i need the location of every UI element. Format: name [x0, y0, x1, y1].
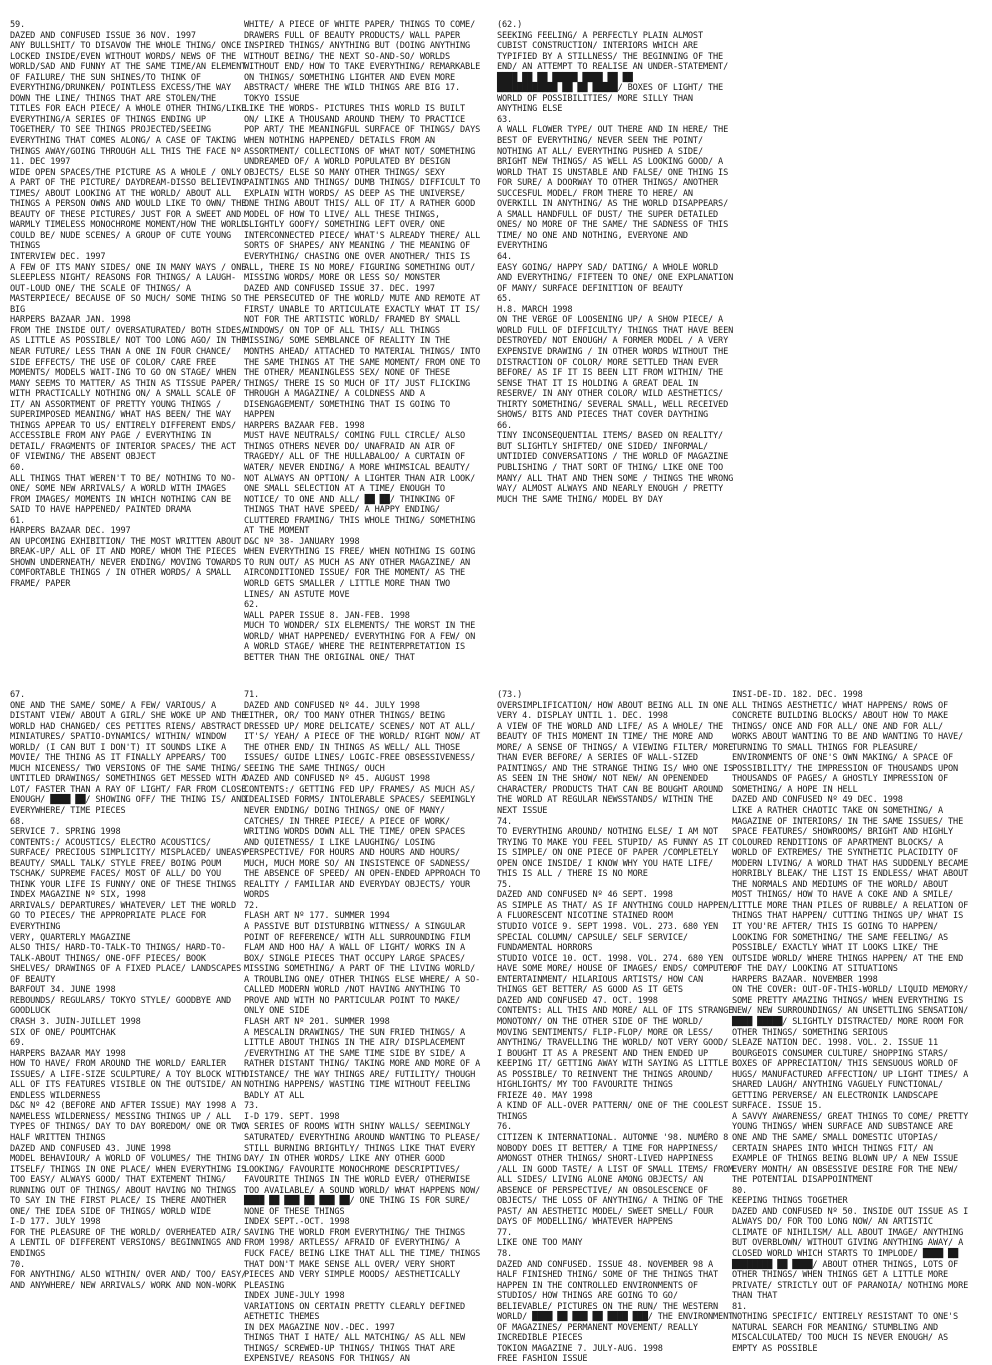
column-bottom-2: [244, 690, 482, 1365]
column-text: (73.) OVERSIMPLIFICATION/ HOW ABOUT BEING ALL IN ONE VERY 4. DISPLAY UNTIL 1. DEC. 1998 A VIEW OF THE WORLD AND LIFE/ AS A WHOLE/ THE BEAUTY OF THIS MOMENT IN TIME/ THE MORE AND MORE/ A SENSE OF THINGS/ A VIEWING FILTER/ MORE THAN EVER BEFORE/ A SERIES OF WALL-SIZED PAINTINGS/ AND THE STRANGE THING IS/ WHO ONE IS AS SEEN IN THE SHOW/ NOT NEW/ AN OPENENDED CHARACTER/ PRODUCTS THAT CAN BE BOUGHT AROUND THE WORLD AT REGULAR NEWSSTANDS/ WITHIN THE NEXT ISSUE 74. TO EVERYTHING AROUND/ NOTHING ELSE/ I AM NOT TRYING TO MAKE YOU FEEL STUPID/ AS FUNNY AS IT IS SIMPLE/ ON ONE PIECE OF PAPER /COMPLETELY OPEN ONCE INSIDE/ I KNOW WHY YOU HATE LIFE/ THIS IS ALL / THERE IS NO MORE 75. DAZED AND CONFUSED Nº 46 SEPT. 1998 AS SIMPLE AS THAT/ AS IF ANYTHING COULD HAPPEN/ A FLUORESCENT NICOTINE STAINED ROOM STUDIO VOICE 9. SEPT 1998. VOL. 273. 680 YEN SPECIAL COLUMN/ CAPSULE/ SELF SERVICE/ FUNDAMENTAL HORRORS STUDIO VOICE 10. OCT. 1998. VOL. 274. 680 YEN HAVE SOME MORE/ HOUSE OF IMAGES/ ENDS/ COMPUTER ENTERTAINMENT/ HILARIOUS ARTISTS/ HOW CAN THINGS GET BETTER/ AS GOOD AS IT GETS DAZED AND CONFUSED 47. OCT. 1998 CONTENTS: ALL THIS AND MORE/ ALL OF ITS STRANGE MONOTONY/ ON THE OTHER SIDE OF THE WORLD/ MOVING SENTIMENTS/ FLIP-FLOP/ MORE OR LESS/ ANYTHING/ TRAVELLING THE WORLD/ NOT VERY GOOD/ I BOUGHT IT AS A PRESENT AND THEN ENDED UP KEEPING IT/ GETTING AWAY WITH SAYING AS LITTLE AS POSSIBLE/ TO REINVENT THE THINGS AROUND/ HIGHLIGHTS/ MY TOO FAVOURITE THINGS FRIEZE 40. MAY 1998 A KIND OF ALL-OVER PATTERN/ ONE OF THE COOLEST THINGS 76. CITIZEN K INTERNATIONAL. AUTOMNE '98. NUMÉRO 8 NOBODY DOES IT BETTER/ A TIME FOR HAPPINESS/ AMONGST OTHER THINGS/ SHORT-LIVED HAPPINESS /ALL IN GOOD TASTE/ A LIST OF SMALL ITEMS/ FROM ALL SIDES/ LIVING ALONE AMONG OBJECTS/ AN ABSENCE OF PERSPECTIVE/ AN OBSOLESCENCE OF OBJECTS/ THE LOSS OF ANYTHING/ A THING OF THE PAST/ AN AESTHETIC MODEL/ SWEET SMELL/ FOUR DAYS OF MODELLING/ WHATEVER HAPPENS 77. LIKE ONE TOO MANY 78. DAZED AND CONFUSED. ISSUE 48. NOVEMBER 98 A HALF FINISHED THING/ SOME OF THE THINGS THAT HAPPEN IN THE CONTROLLED ENVIRONMENTS OF STUDIOS/ HOW THINGS ARE GOING TO GO/ BELIEVABLE/ PICTURES ON THE RUN/ THE WESTERN WORLD/ ████ ██ ███ ██ ████ ███/ THE ENVIRONMENT OF MAGAZINES/ PERMANENT MOVEMENT/ REALLY INCREDIBLE PIECES TOKION MAGAZINE 7. JULY-AUG. 1998 FREE FASHION ISSUE: [497, 690, 734, 1365]
column-top-middle: [244, 20, 482, 665]
column-text: (62.) SEEKING FEELING/ A PERFECTLY PLAIN ALMOST CUBIST CONSTRUCTION/ INTERIORS WHICH ARE TYPIFIED BY A STILLNESS/ THE BEGINNING OF THE END/ AN ATTEMPT TO REALISE AN UNDER-STATEMENT/ ████ ██ ██ █████ ████ ██ ██ ████████████ ██ ██ █████/ BOXES OF LIGHT/ THE WORLD OF POSSIBILITIES/ MORE SILLY THAN ANYTHING ELSE 63. A WALL FLOWER TYPE/ OUT THERE AND IN HERE/ THE BEST OF EVERYTHING/ NEVER SEEN THE POINT/ NOTHING AT ALL/ EVERYTHING PUSHED A SIDE/ BRIGHT NEW THINGS/ AS WELL AS LOOKING GOOD/ A WORLD THAT IS UNSTABLE AND FALSE/ ONE THING IS FOR SURE/ A DOORWAY TO OTHER THINGS/ ANOTHER SUCCESFUL MODEL/ FROM THERE TO HERE/ AN OVERKILL IN ANYTHING/ AS THE WORLD DISAPPEARS/ A SMALL HANDFULL OF DUST/ THE SUPER DETAILED ONES/ NO MORE OF THE SAME/ THE SADNESS OF THIS TIME/ NO ONE AND NOTHING, EVERYONE AND EVERYTHING 64. EASY GOING/ HAPPY SAD/ DATING/ A WHOLE WORLD AND EVERYTHING/ FIFTEEN TO ONE/ ONE EXPLANATION OF MANY/ SURFACE DEFINITION OF BEAUTY 65. H.8. MARCH 1998 ON THE VERGE OF LOOSENING UP/ A SHOW PIECE/ A WORLD FULL OF DIFFICULTY/ THINGS THAT HAVE BEEN DESTROYED/ NOT ENOUGH/ A FORMER MODEL / A VERY EXPENSIVE DRAWING / IN OTHER WORDS WITHOUT THE DISTRACTION OF COLOR/ MORE SETTLED THAN EVER BEFORE/ AS IF IT IS BEEN LIT FROM WITHIN/ THE SENSE THAT IT IS HOLDING A GREAT DEAL IN RESERVE/ IN ANY OTHER COLOR/ WILD AESTHETICS/ THIRTY SOMETHING/ SEVERAL SMALL, WELL RECEIVED SHOWS/ BITS AND PIECES THAT COVER DAYTHING 66. TINY INCONSEQUENTIAL ITEMS/ BASED ON REALITY/ BUT SLIGHTLY SHIFTED/ ONE SIDED/ INFORMAL/ UNTIDIED CONVERSATIONS / THE WORLD OF MAGAZINE PUBLISHING / THAT SORT OF THING/ LIKE ONE TOO MANY/ ALL THAT AND THEN SOME / THINGS THE WRONG WAY/ ALMOST ALWAYS AND NEARLY ENOUGH / PRETTY MUCH THE SAME THING/ MODEL BY DAY: [497, 20, 734, 505]
column-bottom-3: [497, 690, 735, 1365]
column-text: 67. ONE AND THE SAME/ SOME/ A FEW/ VARIOUS/ A DISTANT VIEW/ ABOUT A GIRL/ SHE WOKE UP AND THE WORLD HAD CHANGED/ CES PETITES RIENS/ ABSTRACT MINIATURES/ SPATIO-DYNAMICS/ WITHIN/ WINDOW WORLD/ (I CAN BUT I DON'T) IT SOUNDS LIKE A MOVIE/ THE THING AS IT FINALLY APPEARS/ TOO MUCH NICENESS/ TWO VERSIONS OF THE SAME THING/ UNTITLED DRAWINGS/ SOMETHINGS GET MESSED WITH A LOT/ FASTER THAN A RAY OF LIGHT/ FAR FROM CLOSE ENOUGH/ ████ ██/ SHOWING OFF/ THE THING IS/ AND EVERYWHERE/ TIME PIECES 68. SERVICE 7. SPRING 1998 CONTENTS:/ ACOUSTICS/ ELECTRO ACOUSTICS/ SURFACE/ PRECIOUS SIMPLICITY/ MISPLACED/ UNEASY BEAUTY/ SMALL TALK/ STYLE FREE/ BOING POUM TSCHAK/ SUPREME FACES/ MOST OF ALL/ DO YOU THINK YOUR LIFE IS FUNNY/ ONE OF THESE THINGS INDEX MAGAZINE Nº SIX, 1998 ARRIVALS/ DEPARTURES/ WHATEVER/ LET THE WORLD GO TO PIECES/ THE APPROPRIATE PLACE FOR EVERYTHING VERY, QUARTERLY MAGAZINE ALSO THIS/ HARD-TO-TALK-TO THINGS/ HARD-TO-TALK-ABOUT THINGS/ ONE-OFF PIECES/ BOOK SHELVES/ DRAWINGS OF A FIXED PLACE/ LANDSCAPES OF BEAUTY BARFOUT 34. JUNE 1998 REBOUNDS/ REGULARS/ TOKYO STYLE/ GOODBYE AND GOODLUCK CRASH 3. JUIN-JUILLET 1998 SIX OF ONE/ POUMTCHAK 69. HARPERS BAZAAR MAY 1998 HOW TO HAVE/ FROM AROUND THE WORLD/ EARLIER ISSUES/ A LIFE-SIZE SCULPTURE/ A TOY BLOCK WITH ALL OF ITS FEATURES VISIBLE ON THE OUTSIDE/ AN ENDLESS WILDERNESS D&C Nº 42 (BEFORE AND AFTER ISSUE) MAY 1998 A NAMELESS WILDERNESS/ MESSING THINGS UP / ALL TYPES OF THINGS/ DAY TO DAY BOREDOM/ ONE OR TWO HALF WRITTEN THINGS DAZED AND CONFUSED 43. JUNE 1998 MODEL BEHAVIOUR/ A WORLD OF VOLUMES/ THE THING ITSELF/ THINGS IN ONE PLACE/ WHEN EVERYTHING IS TOO EASY/ ALWAYS GOOD/ THAT EXTEMENT THING/ RUNNING OUT OF THINGS/ ABOUT HAVING NO THINGS TO SAY IN THE FIRST PLACE/ IS THERE ANOTHER ONE/ THE IDEA SIDE OF THINGS/ WORLD WIDE I-D 177. JULY 1998 FOR THE PLEASURE OF THE WORLD/ OVERHEATED AIR/ A LENTIL OF DIFFERENT VERSIONS/ BEGINNINGS AND ENDINGS 70. FOR ANYTHING/ ALSO WITHIN/ OVER AND/ TOO/ EASY/ AND ANYWHERE/ NEW ARRIVALS/ WORK AND NON-WORK: [10, 690, 247, 1291]
page-top: [0, 0, 992, 665]
page-bottom: [0, 665, 992, 1365]
column-text: WHITE/ A PIECE OF WHITE PAPER/ THINGS TO COME/ DRAWERS FULL OF BEAUTY PRODUCTS/ WALL PAPER INSPIRED THINGS/ ANYTHING BUT (DOING ANYTHING WITHOUT BEING/ THE NEXT SO-AND-SO/ WORLDS WITHOUT END/ HOW TO TAKE EVERYTHING/ REMARKABLE ON THINGS/ SOMETHING LIGHTER AND EVEN MORE ABSTRACT/ WHERE THE WILD THINGS ARE BIG 17. TOKYO ISSUE LIKE THE WORDS- PICTURES THIS WORLD IS BUILT ON/ LIKE A THOUSAND AROUND THEM/ TO PRACTICE POP ART/ THE MEANINGFUL SURFACE OF THINGS/ DAYS WHEN NOTHING HAPPENED/ DETAILS FROM AN ASSORTMENT/ COLLECTIONS OF WHAT NOT/ SOMETHING UNDREAMED OF/ A WORLD POPULATED BY DESIGN OBJECTS/ ELSE SO MANY OTHER THINGS/ SEXY PAINTINGS AND THINGS/ DUMB THINGS/ DIFFICULT TO EXPLAIN WITH WORDS/ AS DEEP AS THE UNIVERSE/ ONE THING ABOUT THIS/ ALL OF IT/ A RATHER GOOD MODEL OF HOW TO LIVE/ ALL THESE THINGS, SLIGHTLY GOOFY/ SOMETHING LEFT OVER/ ONE INTERCONNECTED PIECE/ WHAT'S ALREADY THERE/ ALL SORTS OF SHAPES/ ANY MEANING / THE MEANING OF EVERYTHING/ CHASING ONE OVER ANOTHER/ THIS IS ALL, THERE IS NO MORE/ FIGURING SOMETHING OUT/ MISSING WORDS/ MORE OR LESS SO/ MONSTER DAZED AND CONFUSED ISSUE 37. DEC. 1997 THE PERSECUTED OF THE WORLD/ MUTE AND REMOTE AT FIRST/ UNABLE TO ARTICULATE EXACTLY WHAT IT IS/ NOT FOR THE ARTISTIC WORLD/ FRAMED BY SMALL WINDOWS/ ON TOP OF ALL THIS/ ALL THINGS MISSING/ SOME SEMBLANCE OF REALITY IN THE MONTHS AHEAD/ ATTACHED TO MATERIAL THINGS/ INTO THE SAME THINGS AT THE SAME MOMENT/ FROM ONE TO THE OTHER/ MEANINGLESS SEX/ NONE OF THESE THINGS/ THERE IS SO MUCH OF IT/ JUST FLICKING THROUGH A MAGAZINE/ A COLDNESS AND A DISENGAGEMENT/ SOMETHING THAT IS GOING TO HAPPEN HARPERS BAZAAR FEB. 1998 MUST HAVE NEUTRALS/ COMING FULL CIRCLE/ ALSO THINGS OTHERS NEVER DO/ UNAFRAID AN AIR OF TRAGEDY/ ALL OF THE HULLABALOO/ A CURTAIN OF WATER/ NEVER ENDING/ A MORE WHIMSICAL BEAUTY/ NOT ALWAYS AN OPTION/ A LIGHTER THAN AIR LOOK/ ONE SMALL SELECTION AT A TIME/ ENOUGH TO NOTICE/ TO ONE AND ALL/ ██ ██/ THINKING OF THINGS THAT HAVE SPEED/ A HAPPY ENDING/ CLUTTERED FRAMING/ THIS WHOLE THING/ SOMETHING AT THE MOMENT D&C Nº 38- JANUARY 1998 WHEN EVERYTHING IS FREE/ WHEN NOTHING IS GOING TO RUN OUT/ AS MUCH AS ANY OTHER MAGAZINE/ AN AIRCONDITIONED ISSUE/ FOR THE MOMENT/ AS THE WORLD GETS SMALLER / LITTLE MORE THAN TWO LINES/ AN ASTUTE MOVE 62. WALL PAPER ISSUE 8. JAN-FEB. 1998 MUCH TO WONDER/ SIX ELEMENTS/ THE WORST IN THE WORLD/ WHAT HAPPENED/ EVERYTHING FOR A FEW/ ON A WORLD STAGE/ WHERE THE REINTERPRETATION IS BETTER THAN THE ORIGINAL ONE/ THAT: [244, 20, 481, 663]
column-top-right: [497, 20, 735, 665]
column-text: 59. DAZED AND CONFUSED ISSUE 36 NOV. 1997 ANY BULLSHIT/ TO DISAVOW THE WHOLE THING/ ONCE LOCKED INSIDE/EVEN WITHOUT WORDS/ NEWS OF THE WORLD/SAD AND FUNNY AT THE SAME TIME/AN ELEMENT OF FAILURE/ THE SUN SHINES/TO THINK OF EVERYTHING/DRUNKEN/ POINTLESS EXCESS/THE WAY DOWN THE LINE/ THINGS THAT ARE STOLEN/THE TITLES FOR EACH PIECE/ A WHOLE OTHER THING/LIKE EVERYTHING/A SERIES OF THINGS ENDING UP TOGETHER/ TO SEE THINGS PROJECTED/SEEING EVERYTHING THAT COMES ALONG/ A CASE OF TAKING THINGS AWAY/GOING THROUGH ALL THIS THE FACE Nº 11. DEC 1997 WIDE OPEN SPACES/THE PICTURE AS A WHOLE / ONLY A PART OF THE PICTURE/ DAYDREAM-DISSO BELIEVING TIMES/ ABOUT LOOKING AT THE WORLD/ ABOUT ALL THINGS A PERSON OWNS AND WOULD LIKE TO OWN/ THE BEAUTY OF THESE PICTURES/ JUST FOR A SWEET AND WARMLY TIMELESS MONOCHROME MOMENT/HOW THE WORLD COULD BE/ NUDE SCENES/ A GROUP OF CUTE YOUNG THINGS INTERVIEW DEC. 1997 A FEW OF ITS MANY SIDES/ ONE IN MANY WAYS / ONE SLEEPLESS NIGHT/ REASONS FOR THINGS/ A LAUGH-OUT-LOUD ONE/ THE SCALE OF THINGS/ A MASTERPIECE/ BECAUSE OF SO MUCH/ SOME THING SO BIG HARPERS BAZAAR JAN. 1998 FROM THE INSIDE OUT/ OVERSATURATED/ BOTH SIDES/ AS LITTLE AS POSSIBLE/ NOT TOO LONG AGO/ IN THE NEAR FUTURE/ LESS THAN A ONE IN FOUR CHANCE/ SIDE EFFECTS/ THE USE OF COLOR/ CARE FREE MOMENTS/ MODELS WAIT-ING TO GO ON STAGE/ WHEN MANY SEEMS TO MATTER/ AS THIN AS TISSUE PAPER/ WITH PRACTICALLY NOTHING ON/ A SMALL SCALE OF IT/ AN ASSORTMENT OF PRETTY YOUNG THINGS / SUPERIMPOSED MEANING/ WHAT HAS BEEN/ THE WAY THINGS APPEAR TO US/ ENTIRELY DIFFERENT ENDS/ ACCESSIBLE FROM ANY PAGE / EVERYTHING IN DETAIL/ FRAGMENTS OF INTERIOR SPACES/ THE ACT OF VIEWING/ THE ABSENT OBJECT 60. ALL THINGS THAT WEREN'T TO BE/ NOTHING TO NO-ONE/ SOME NEW ARRIVALS/ A WORLD WITH IMAGES FROM IMAGES/ MOMENTS IN WHICH NOTHING CAN BE SAID TO HAVE HAPPENED/ PAINTED DRAMA 61. HARPERS BAZAAR DEC. 1997 AN UPCOMING EXHIBITION/ THE MOST WRITTEN ABOUT BREAK-UP/ ALL OF IT AND MORE/ WHOM THE PIECES SHOWN UNDERNEATH/ NEVER ENDING/ MOVING TOWARDS COMFORTABLE THINGS / IN OTHER WORDS/ A SMALL FRAME/ PAPER: [10, 20, 247, 589]
column-text: INSI-DE-ID. 182. DEC. 1998 ALL THINGS AESTHETIC/ WHAT HAPPENS/ ROWS OF CONCRETE BUILDING BLOCKS/ ABOUT HOW TO MAKE THINGS/ ONCE AND FOR ALL/ ONE AND FOR ALL/ WORKS ABOUT WANTING TO BE AND WANTING TO HAVE/ TURNING TO SMALL THINGS FOR PLEASURE/ ENVIRONMENTS OF ONE'S OWN MAKING/ A SPACE OF POSSIBILITY/ THE IMPRESSION OF THOUSANDS UPON THOUSANDS OF PAGES/ A GHOSTLY IMPRESSION OF SOMETHING/ A HOPE IN HELL DAZED AND CONFUSED Nº 49 DEC. 1998 LIKE A RATHER CHAOTIC TAKE ON SOMETHING/ A MAGAZINE OF INTERIORS/ IN THE SAME ISSUES/ THE SPACE FEATURES/ SHOWROOMS/ BRIGHT AND HIGHLY COLOURED RENDITIONS OF APARTMENT BLOCKS/ A WORLD OF EXTREMES/ THE SYNTHETIC PLACIDITY OF MODERN LIVING/ A WORLD THAT HAS SUDDENLY BECAME HORRIBLY BLEAK/ THE LIST IS ENDLESS/ WHAT ABOUT THE NORMALS AND MEDIUMS OF THE WORLD/ ABOUT MOST THINGS/ HOW TO HAVE A COKE AND A SMILE/ LITTLE MORE THAN PILES OF RUBBLE/ A RELATION OF THINGS THAT HAPPEN/ CUTTING THINGS UP/ WHAT IS IT YOU'RE AFTER/ THIS IS GOING TO HAPPEN/ LOOKING FOR SOMETHING/ THE SAME FEELING/ AS POSSIBLE/ EXACTLY WHAT IT LOOKS LIKE/ THE OUTSIDE WORLD/ WHERE THINGS HAPPEN/ AT THE END OF THE DAY/ LOOKING AT SITUATIONS HARPERS BAZAAR. NOVEMBER 1998 ON THE COVER: OUT-OF-THIS-WORLD/ LIQUID MEMORY/ SOME PRETTY AMAZING THINGS/ WHEN EVERYTHING IS NEW/ NEW SURROUNDINGS/ AN UNSETTLING SENSATION/ ████ █████/ SLIGHTLY DISTRACTED/ MORE ROOM FOR OTHER THINGS/ SOMETHING SERIOUS SLEAZE NATION DEC. 1998. VOL. 2. ISSUE 11 BOURGEOIS CONSUMER CULTURE/ SHOPPING STARS/ BOXES OF APPRECIATION/ THIS SENSUOUS WORLD OF HUGS/ MANUFACTURED AFFECTION/ UP LIGHT TIMES/ A SHARED LAUGH/ ANYTHING VAGUELY FUNCTIONAL/ GETTING PERVERSE/ AN ELECTRONIK LANDSCAPE SURFACE. ISSUE 15. A SAVVY AWARENESS/ GREAT THINGS TO COME/ PRETTY YOUNG THINGS/ WHEN SURFACE AND SUBSTANCE ARE ONE AND THE SAME/ SMALL DOMESTIC UTOPIAS/ CERTAIN SHAPES INTO WHICH THINGS FIT/ AN EXAMPLE OF THINGS BEING BLOWN UP/ A NEW ISSUE EVERY MONTH/ AN OBSESSIVE DESIRE FOR THE NEW/ THE POTENTIAL DISAPPOINTMENT 80. KEEPING THINGS TOGETHER DAZED AND CONFUSED Nº 50. INSIDE OUT ISSUE AS I ALWAYS DO/ FOR TOO LONG NOW/ AN ARTISTIC CLIMATE OF NIHILISM/ ALL ABOUT IMAGE/ ANYTHING BUT OVERBLOWN/ WITHOUT GIVING ANYTHING AWAY/ A CLOSED WORLD WHICH STARTS TO IMPLODE/ ████ ██ ████████ ██ ████/ ABOUT OTHER THINGS, LOTS OF OTHER THINGS/ WHEN THINGS GET A LITTLE MORE PRIVATE/ STRICTLY OUT OF PARANOIA/ NOTHING MORE THAN THAT 81. NOTHING SPECIFIC/ ENTIRELY RESISTANT TO ONE'S NATURAL SEARCH FOR MEANING/ STUMBLING AND MISCALCULATED/ TOO MUCH IS NEVER ENOUGH/ AS EMPTY AS POSSIBLE: [732, 690, 969, 1354]
column-bottom-4: [732, 690, 970, 1354]
column-top-left: [10, 20, 248, 665]
column-bottom-1: [10, 690, 248, 1346]
column-text: 71. DAZED AND CONFUSED Nº 44. JULY 1998 EITHER, OR/ TOO MANY OTHER THINGS/ BEING DRESSED UP/ MORE DELICATE/ SCENES/ NOT AT ALL/ IT'S/ YEAH/ A PIECE OF THE WORLD/ RIGHT NOW/ AT THE OTHER END/ IN THINGS AS WELL/ ALL THOSE ISSUES/ GUIDE LINES/ LOGIC-FREE OBSESSIVENESS/ SEEING THE SAME THINGS/ OUCH DAZED AND CONFUSED Nº 45. AUGUST 1998 CONTENTS:/ GETTING FED UP/ FRAMES/ AS MUCH AS/ IDEALISED FORMS/ INTOLERABLE SPACES/ SEEMINGLY NEVER ENDING/ DOING THINGS/ ONE OF MANY/ CATCHES/ IN THREE PIECE/ A PIECE OF WORK/ WRITING WORDS DOWN ALL THE TIME/ OPEN SPACES AND QUIETNESS/ I LIKE LAUGHING/ LOSING PERSPECTIVE/ FOR HOURS AND HOURS AND HOURS/ MUCH, MUCH MORE SO/ AN INSISTENCE OF SADNESS/ THE ABSENCE OF SPEED/ AN OPEN-ENDED APPROACH TO REALITY / FAMILIAR AND EVERYDAY OBJECTS/ YOUR WORDS 72. FLASH ART Nº 177. SUMMER 1994 A PASSIVE BUT DISTURBING WITNESS/ A SINGULAR POINT OF REFERENCE/ WITH ALL SURROUNDING FILM FLAM AND HOO HA/ A WALL OF LIGHT/ WORKS IN A BOX/ SINGLE PIECES THAT OCCUPY LARGE SPACES/ MISSING SOMETHING/ A PART OF THE LIVING WORLD/ A TROUBLING ONE/ OTHER THINGS ELSE WHERE/ A SO-CALLED MODERN WORLD /NOT HAVING ANYTHING TO PROVE AND WITH NO PARTICULAR POINT TO MAKE/ ONLY ONE SIDE FLASH ART Nº 201. SUMMER 1998 A MESCALIN DRAWINGS/ THE SUN FRIED THINGS/ A LITTLE ABOUT THINGS IN THE AIR/ DISPLACEMENT /EVERYTHING AT THE SAME TIME SIDE BY SIDE/ A RATHER DISTANT THING/ TAKING MORE AND MORE OF A DISTANCE/ THE WAY THINGS ARE/ FUTILITY/ THOUGH NOTHING HAPPENS/ WASTING TIME WITHOUT FEELING BADLY AT ALL 73. I-D 179. SEPT. 1998 A SERIES OF ROOMS WITH SHINY WALLS/ SEEMINGLY SATURATED/ EVERYTHING AROUND WANTING TO PLEASE/ STILL BURNING BRIGHTLY/ THINGS LIKE THAT EVERY DAY/ IN OTHER WORDS/ LIKE ANY OTHER GOOD LOOKING/ FAVOURITE MONOCHROME DESCRIPTIVES/ FAVOURITE THINGS IN THE WORLD EVER/ OTHERWISE TOO AVAILABLE/ A SOUND WORLD/ WHAT HAPPENS NOW/ ████ ██ ███ ██ ███ ██/ ONE THING IS FOR SURE/ NONE OF THESE THINGS INDEX SEPT.-OCT. 1998 SAVING THE WORLD FROM EVERYTHING/ THE THINGS FROM 1998/ ARTLESS/ AFRAID OF EVERYTHING/ A FUCK FACE/ BEING LIKE THAT ALL THE TIME/ THINGS THAT DON'T MAKE SENSE ALL OVER/ VERY SHORT PIECES AND VERY SIMPLE MOODS/ AESTHETICALLY PLEASING INDEX JUNE-JULY 1998 VARIATIONS ON CERTAIN PRETTY CLEARLY DEFINED AETHETIC THEMES IN DEX MAGAZINE NOV.-DEC. 1997 THINGS THAT I HATE/ ALL MATCHING/ AS ALL NEW THINGS/ SCREWED-UP THINGS/ THINGS THAT ARE EXPENSIVE/ REASONS FOR THINGS/ AN: [244, 690, 481, 1365]
